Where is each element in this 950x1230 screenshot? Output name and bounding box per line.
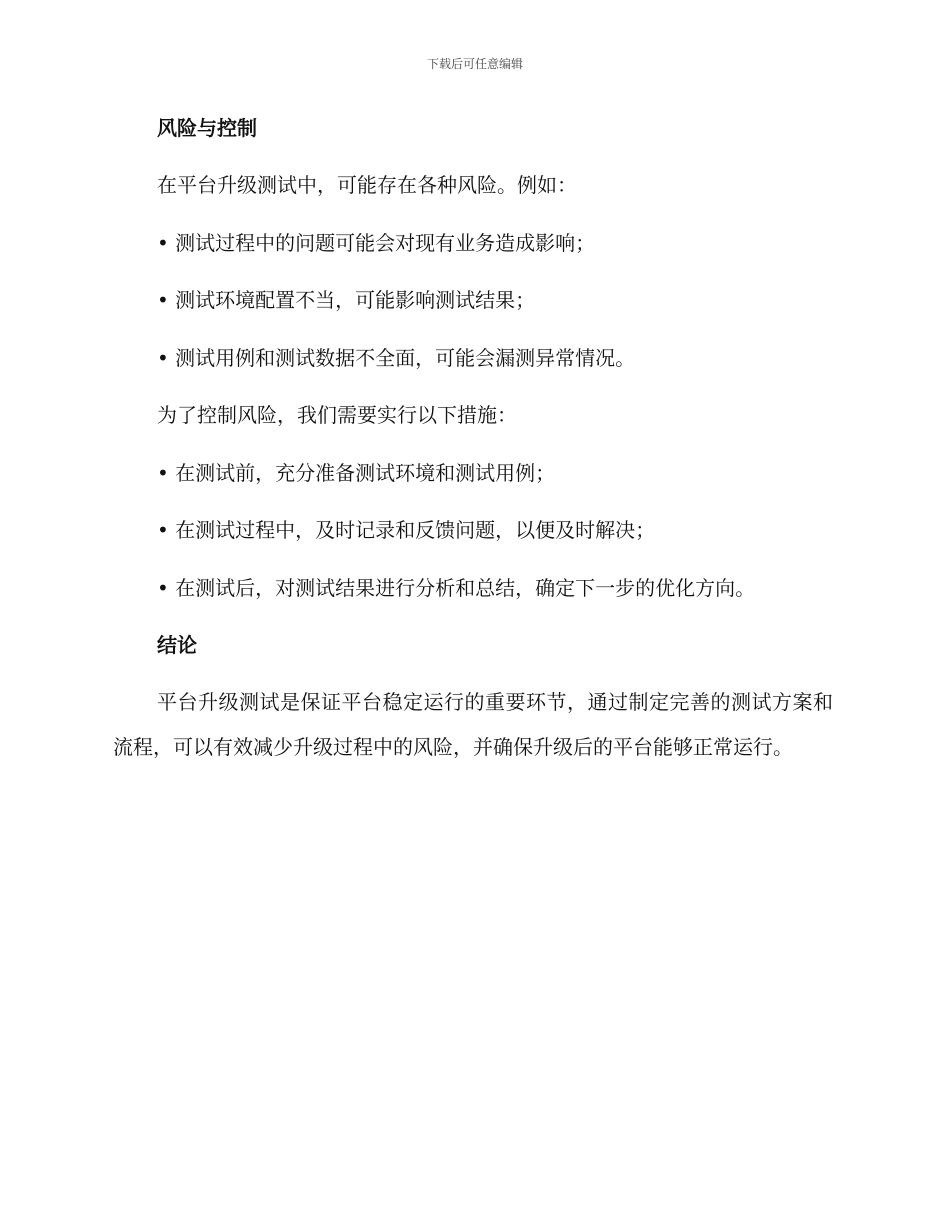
measure-item: • 在测试过程中，及时记录和反馈问题，以便及时解决； [157,518,656,542]
header-note: 下载后可任意编辑 [426,57,523,71]
risk-item: • 测试环境配置不当，可能影响测试结果； [157,288,536,312]
section-title-conclusion: 结论 [157,633,197,657]
risk-item: • 测试用例和测试数据不全面，可能会漏测异常情况。 [157,346,636,370]
measure-item: • 在测试前，充分准备测试环境和测试用例； [157,461,556,485]
section-title-risk: 风险与控制 [157,116,257,140]
measures-intro: 为了控制风险，我们需要实行以下措施： [157,403,517,427]
risk-item: • 测试过程中的问题可能会对现有业务造成影响； [157,231,596,255]
conclusion-paragraph: 平台升级测试是保证平台稳定运行的重要环节，通过制定完善的测试方案和流程，可以有效减少升级过程中的风险，并确保升级后的平台能够正常运行。 [113,690,833,759]
measure-item: • 在测试后，对测试结果进行分析和总结，确定下一步的优化方向。 [157,576,756,600]
risk-intro: 在平台升级测试中，可能存在各种风险。例如： [157,173,577,197]
